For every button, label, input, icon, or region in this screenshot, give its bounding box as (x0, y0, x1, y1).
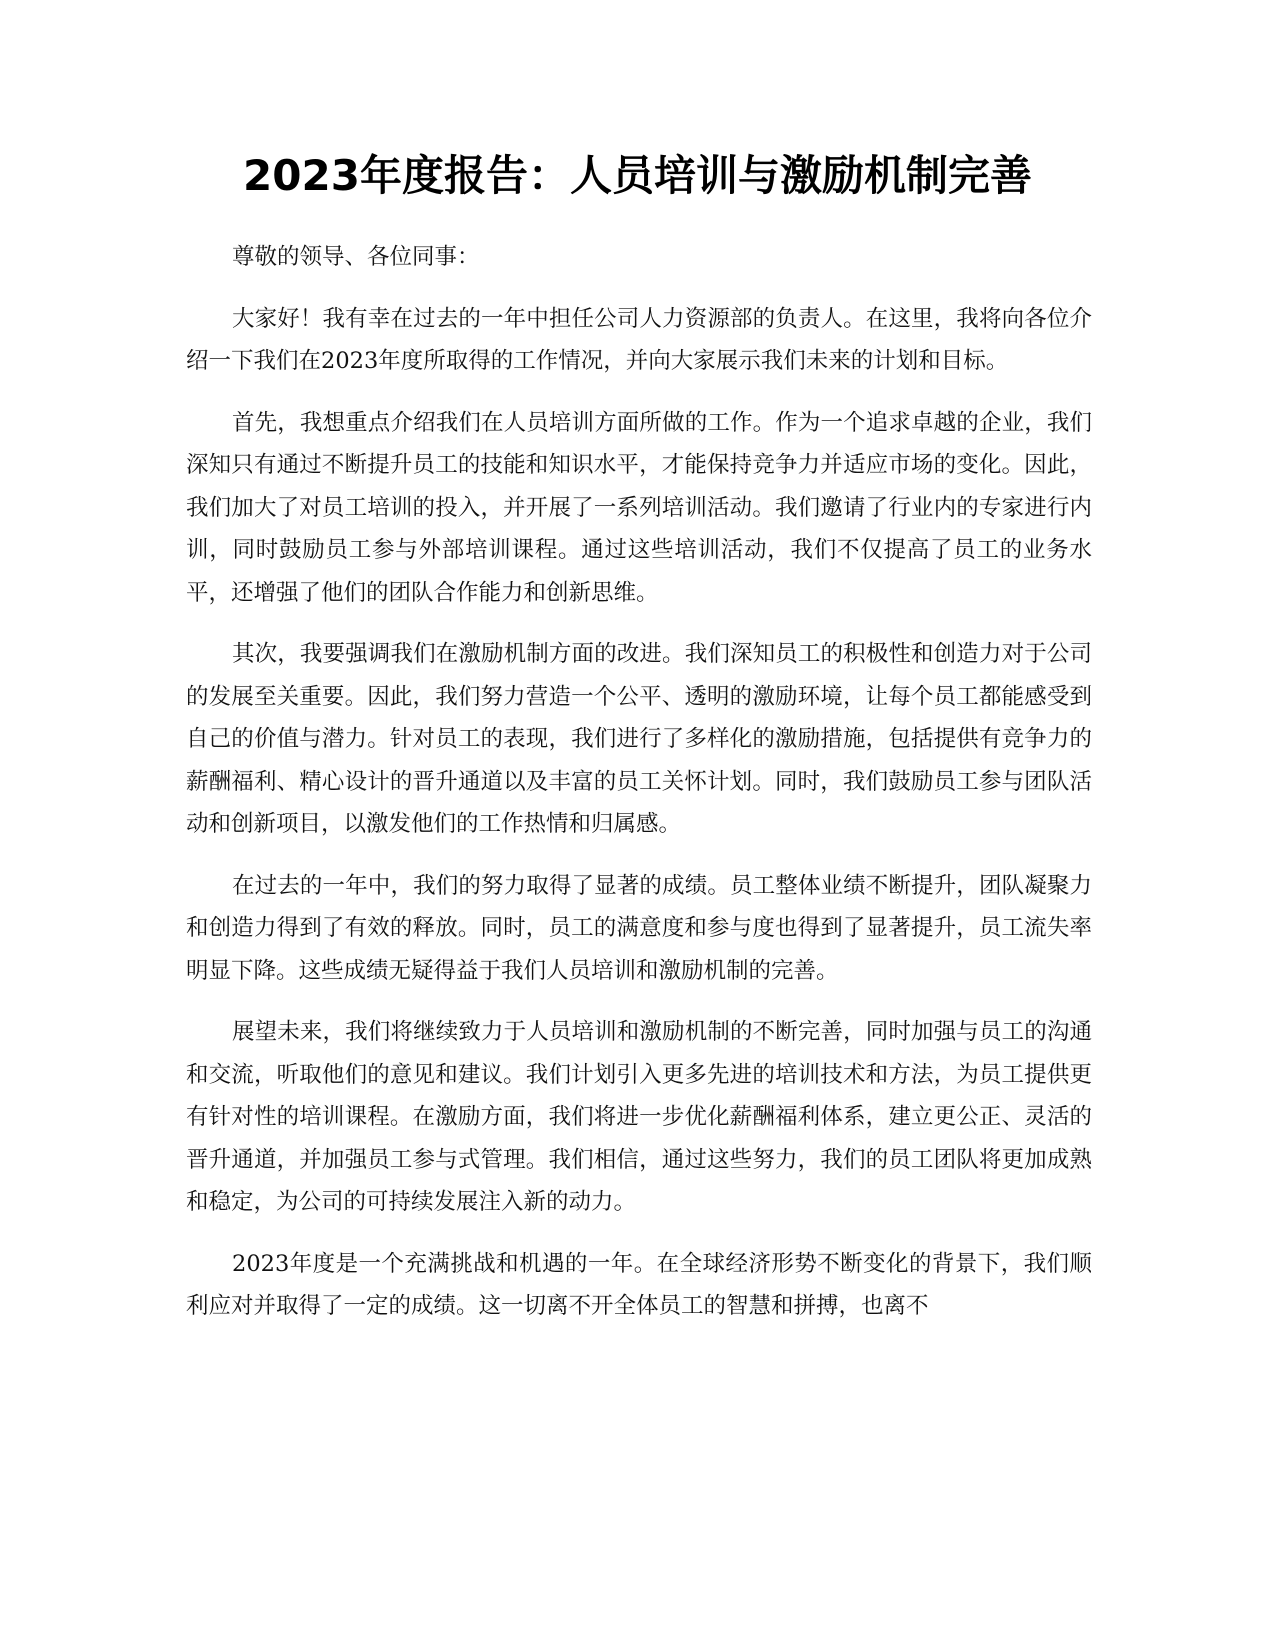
document-body (186, 236, 1092, 1347)
body-paragraph: 其次，我要强调我们在激励机制方面的改进。我们深知员工的积极性和创造力对于公司的发展至关重要。因此，我们努力营造一个公平、透明的激励环境，让每个员工都能感受到自己的价值与潜力。针对员工的表现，我们进行了多样化的激励措施，包括提供有竞争力的薪酬福利、精心设计的晋升通道以及丰富的员工关怀计划。同时，我们鼓励员工参与团队活动和创新项目，以激发他们的工作热情和归属感。 (186, 641, 1092, 837)
body-paragraph: 在过去的一年中，我们的努力取得了显著的成绩。员工整体业绩不断提升，团队凝聚力和创造力得到了有效的释放。同时，员工的满意度和参与度也得到了显著提升，员工流失率明显下降。这些成绩无疑得益于我们人员培训和激励机制的完善。 (186, 872, 1092, 984)
body-paragraph: 大家好！我有幸在过去的一年中担任公司人力资源部的负责人。在这里，我将向各位介绍一下我们在2023年度所取得的工作情况，并向大家展示我们未来的计划和目标。 (186, 305, 1092, 374)
salutation-paragraph: 尊敬的领导、各位同事： (232, 244, 480, 270)
body-paragraph: 2023年度是一个充满挑战和机遇的一年。在全球经济形势不断变化的背景下，我们顺利应对并取得了一定的成绩。这一切离不开全体员工的智慧和拼搏，也离不 (186, 1250, 1092, 1319)
document-title: 2023年度报告：人员培训与激励机制完善 (243, 151, 1032, 200)
body-paragraph: 展望未来，我们将继续致力于人员培训和激励机制的不断完善，同时加强与员工的沟通和交流，听取他们的意见和建议。我们计划引入更多先进的培训技术和方法，为员工提供更有针对性的培训课程。在激励方面，我们将进一步优化薪酬福利体系，建立更公正、灵活的晋升通道，并加强员工参与式管理。我们相信，通过这些努力，我们的员工团队将更加成熟和稳定，为公司的可持续发展注入新的动力。 (186, 1019, 1092, 1215)
body-paragraph: 首先，我想重点介绍我们在人员培训方面所做的工作。作为一个追求卓越的企业，我们深知只有通过不断提升员工的技能和知识水平，才能保持竞争力并适应市场的变化。因此，我们加大了对员工培训的投入，并开展了一系列培训活动。我们邀请了行业内的专家进行内训，同时鼓励员工参与外部培训课程。通过这些培训活动，我们不仅提高了员工的业务水平，还增强了他们的团队合作能力和创新思维。 (186, 409, 1092, 606)
